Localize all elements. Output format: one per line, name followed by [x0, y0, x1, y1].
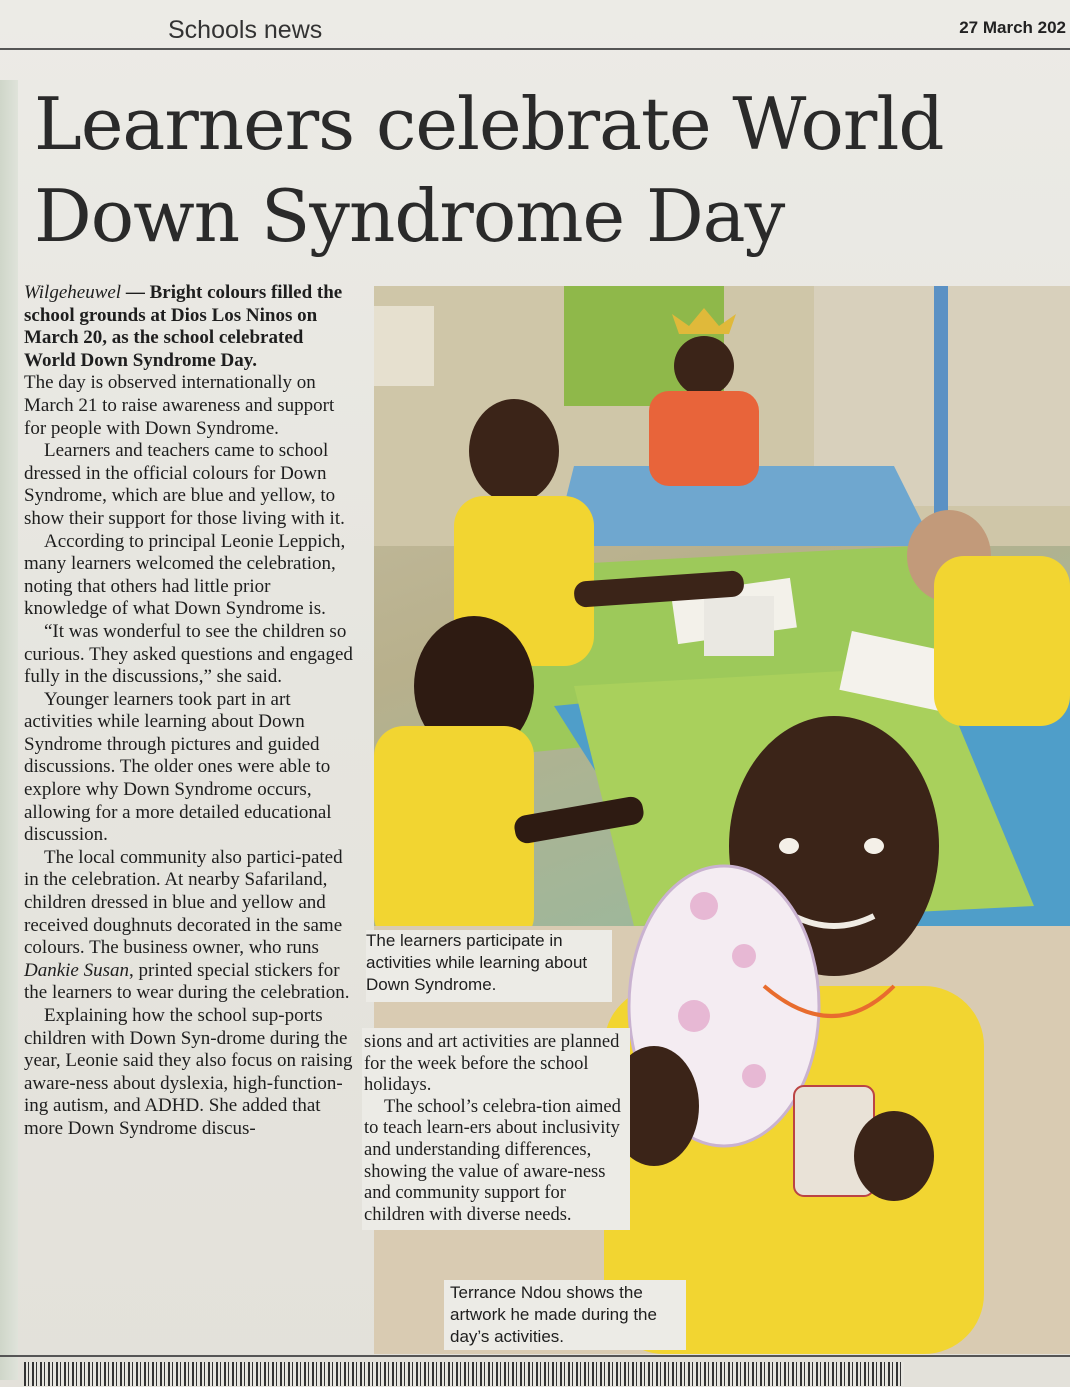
top-rule: [0, 48, 1070, 50]
dateline: Wilgeheuwel: [24, 282, 122, 303]
headline-line-1: Learners celebrate World: [34, 82, 944, 166]
yellow-shirt: [934, 556, 1070, 726]
eye: [779, 838, 799, 854]
business-name: Dankie Susan: [24, 959, 130, 981]
artwork-spot: [742, 1064, 766, 1088]
paragraph-8: sions and art activities are planned for the week before the school holidays.: [364, 1032, 620, 1096]
paragraph-9: The school’s celebra-tion aimed to teach learn-ers about inclusivity and understanding differences, showing the value of aware-ness and community support for children with diverse needs.: [364, 1096, 621, 1225]
artwork-spot: [690, 892, 718, 920]
section-label: Schools news: [168, 16, 323, 44]
footer-pattern: [24, 1362, 904, 1386]
headline: [34, 78, 1054, 262]
paragraph-7: Explaining how the school sup-ports children with Down Syn-drome during the year, Leonie said they also focus on raising aware-ness about dyslexia, high-function-ing autism, and ADHD. She added that more Down Syndrome discus-: [24, 1005, 353, 1139]
artwork-spot: [732, 944, 756, 968]
child-head: [674, 336, 734, 396]
paragraph-3: According to principal Leonie Leppich, many learners welcomed the celebration, noting that others had little prior knowledge of what Down Syndrome is.: [24, 530, 346, 620]
poster: [374, 306, 434, 386]
headline-line-2: Down Syndrome Day: [34, 174, 785, 258]
artwork-spot: [678, 1000, 710, 1032]
dateline-dash: —: [121, 282, 150, 303]
yellow-shirt: [374, 726, 534, 946]
portrait-hand: [854, 1111, 934, 1201]
paragraph-1: The day is observed internationally on March 21 to raise awareness and support for people with Down Syndrome.: [24, 372, 335, 439]
pencil-box: [704, 596, 774, 656]
issue-date: 27 March 202: [959, 18, 1066, 37]
article-column-right: [362, 1028, 630, 1230]
blue-pole: [934, 286, 948, 516]
portrait-caption: Terrance Ndou shows the artwork he made during the day’s activities.: [444, 1280, 686, 1350]
photo-caption: The learners participate in activities while learning about Down Syndrome.: [366, 930, 612, 1002]
paragraph-6-text: The local community also partici-pated in the celebration. At nearby Safariland, children dressed in blue and yellow and received doughnuts decorated in the same colours. The business owner, who runs: [24, 846, 343, 959]
paragraph-5: Younger learners took part in art activities while learning about Down Syndrome through pictures and guided discussions. The older ones were able to explore why Down Syndrome occurs, allowing for a more detailed educational discussion.: [24, 688, 332, 846]
paragraph-4: “It was wonderful to see the children so curious. They asked questions and engaged fully in the discussions,” she said.: [24, 620, 353, 688]
paragraph-6: [24, 847, 354, 1005]
lead-paragraph: [24, 282, 354, 372]
child-head: [469, 399, 559, 503]
article-column-left: [24, 282, 354, 1141]
paragraph-2: Learners and teachers came to school dressed in the official colours for Down Syndrome, which are blue and yellow, to show their support for those living with it.: [24, 440, 345, 529]
bottom-rule: [0, 1355, 1070, 1357]
page-edge-strip: [0, 80, 18, 1380]
paragraph-6-end: , printed special stickers for the learners to wear during the celebration.: [24, 959, 350, 1004]
eye: [864, 838, 884, 854]
lead-text: Bright colours filled the school grounds at Dios Los Ninos on March 20, as the school celebrated World Down Syndrome Day.: [24, 282, 343, 371]
child-jacket: [649, 391, 759, 486]
